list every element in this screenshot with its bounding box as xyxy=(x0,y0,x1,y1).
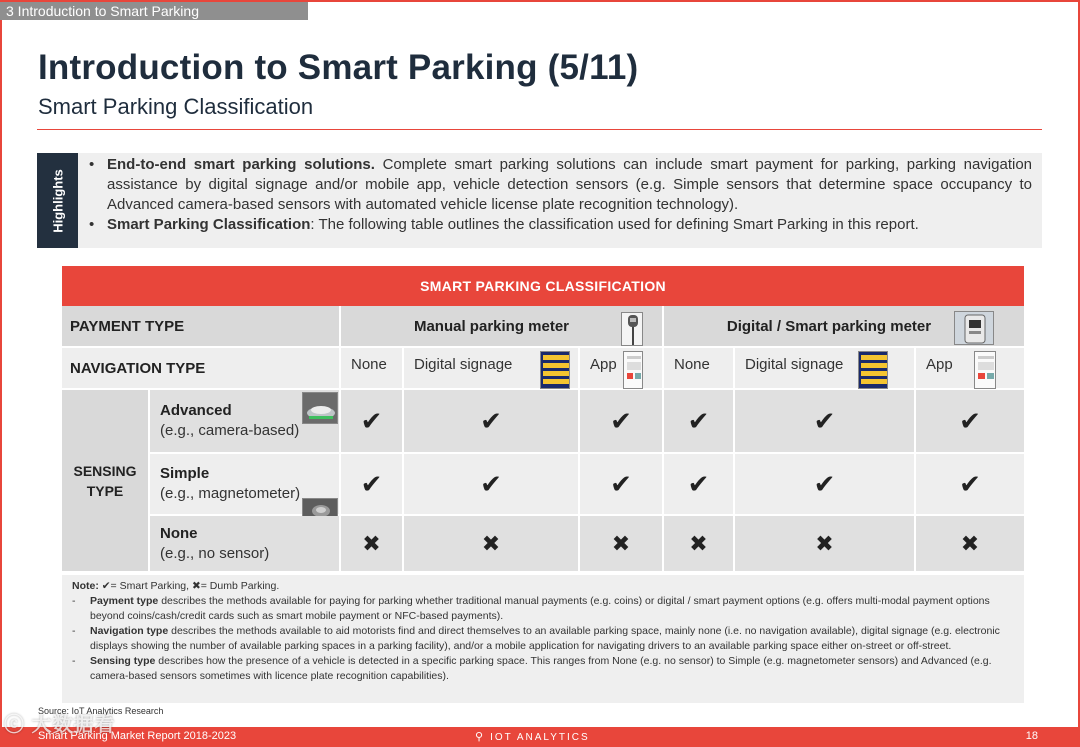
advanced-title: Advanced xyxy=(160,402,232,419)
highlights-text xyxy=(89,155,1032,235)
note-sensing-text: describes how the presence of a vehicle is detected in a specific parking space. This ranges from None (e.g. no sensor) to Simple (e.g. magnetometer sensors) and Advanced (e.g. camera-based sensors sometimes with licence plate recognition capabilities). xyxy=(90,655,992,682)
page-number: 18 xyxy=(1025,730,1038,742)
smart-meter-image xyxy=(954,311,994,345)
mark-check: ✔ xyxy=(664,454,735,516)
highlights-tab xyxy=(37,153,78,248)
highlights-tab-label: Highlights xyxy=(50,168,65,233)
mark-check: ✔ xyxy=(341,454,404,516)
highlight-item xyxy=(89,215,1032,235)
classification-table xyxy=(62,266,1024,573)
note-dash: - xyxy=(72,655,76,667)
mark-cross: ✖ xyxy=(580,516,664,573)
simple-subtitle: (e.g., magnetometer) xyxy=(160,485,301,502)
sensing-label-line1: SENSING xyxy=(73,462,137,479)
note-sensing xyxy=(72,654,1014,684)
mark-cross: ✖ xyxy=(404,516,580,573)
navigation-type-label: NAVIGATION TYPE xyxy=(62,348,341,390)
none-subtitle: (e.g., no sensor) xyxy=(160,544,270,562)
footer-report-title: Smart Parking Market Report 2018-2023 xyxy=(38,730,237,742)
sensing-none-label xyxy=(150,516,341,573)
app-image xyxy=(974,351,996,389)
simple-title: Simple xyxy=(160,465,210,482)
mark-check: ✔ xyxy=(580,454,664,516)
mark-cross: ✖ xyxy=(735,516,916,573)
app-image xyxy=(623,351,643,389)
nav-none-digital: None xyxy=(664,348,735,390)
note-navigation xyxy=(72,624,1014,654)
note-payment-bold: Payment type xyxy=(90,595,159,607)
mark-check: ✔ xyxy=(735,454,916,516)
mark-check: ✔ xyxy=(916,390,1024,454)
nav-signage-manual: Digital signage xyxy=(404,348,580,390)
nav-app-digital: App xyxy=(916,348,1024,390)
note-payment xyxy=(72,594,1014,624)
payment-manual-label: Manual parking meter xyxy=(413,317,570,335)
title-divider xyxy=(37,129,1042,130)
notes-box xyxy=(62,575,1024,703)
highlights-box xyxy=(37,153,1042,248)
footer-brand-text: IOT ANALYTICS xyxy=(490,732,590,743)
nav-none-manual: None xyxy=(341,348,404,390)
advanced-subtitle: (e.g., camera-based) xyxy=(160,422,300,439)
page-subtitle: Smart Parking Classification xyxy=(38,94,314,119)
sensing-label-line2: TYPE xyxy=(86,482,124,499)
payment-manual-header xyxy=(341,306,664,348)
nav-app-manual: App xyxy=(580,348,664,390)
highlight-item-bold: Smart Parking Classification xyxy=(107,216,311,233)
mark-check: ✔ xyxy=(404,454,580,516)
signage-image xyxy=(540,351,570,389)
none-title: None xyxy=(160,524,198,542)
note-sensing-bold: Sensing type xyxy=(90,655,156,667)
mark-check: ✔ xyxy=(404,390,580,454)
mark-check: ✔ xyxy=(580,390,664,454)
footer-bar xyxy=(0,727,1080,747)
highlight-item-text: Complete smart parking solutions can include smart payment for parking, parking navigation assistance by digital signage and/or mobile app, vehicle detection sensors (e.g. Simple sensors that determine space occupancy to Advanced camera-based sensors with automated vehicle license plate recognition technology). xyxy=(107,156,1032,213)
manual-meter-image xyxy=(621,312,643,346)
mark-check: ✔ xyxy=(735,390,916,454)
mark-check: ✔ xyxy=(916,454,1024,516)
payment-digital-label: Digital / Smart parking meter xyxy=(726,317,932,335)
note-payment-text: describes the methods available for paying for parking whether traditional manual payments (e.g. coins) or digital / smart payment options (e.g. offers multi-modal payment options beyond coins/cash/credit cards such as smart mobile payment or NFC-based payments). xyxy=(90,595,990,622)
footer-brand xyxy=(475,730,590,743)
payment-type-label: PAYMENT TYPE xyxy=(62,306,341,348)
note-navigation-text: describes the methods available to aid motorists find and direct themselves to an available parking space, mainly none (i.e. no navigation available), digital signage (e.g. electronic displays showing the number of available parking spaces in a parking facility), and/or a mobile application for navigating drivers to an available parking space either on-street or off-street. xyxy=(90,625,1000,652)
brand-logo-icon: ⚲ xyxy=(475,731,491,743)
signage-image xyxy=(858,351,888,389)
nav-signage-digital: Digital signage xyxy=(735,348,916,390)
page-title: Introduction to Smart Parking (5/11) xyxy=(38,48,639,87)
watermark: ⓒ 大数据看 xyxy=(4,714,116,736)
note-dash: - xyxy=(72,625,76,637)
table-header: SMART PARKING CLASSIFICATION xyxy=(62,266,1024,306)
highlight-item-text: : The following table outlines the classification used for defining Smart Parking in this report. xyxy=(310,216,919,233)
note-legend xyxy=(72,579,1014,594)
highlight-item xyxy=(89,155,1032,215)
mark-cross: ✖ xyxy=(664,516,735,573)
camera-sensor-image xyxy=(302,392,338,424)
table-grid xyxy=(62,306,1024,573)
note-navigation-bold: Navigation type xyxy=(90,625,169,637)
mark-check: ✔ xyxy=(341,390,404,454)
mark-cross: ✖ xyxy=(341,516,404,573)
sensing-type-label xyxy=(62,390,150,573)
note-dash: - xyxy=(72,595,76,607)
section-tag: 3 Introduction to Smart Parking xyxy=(0,2,308,20)
note-label: Note: xyxy=(72,580,99,592)
highlight-item-bold: End-to-end smart parking solutions. xyxy=(107,156,375,173)
mark-cross: ✖ xyxy=(916,516,1024,573)
mark-check: ✔ xyxy=(664,390,735,454)
note-text: ✔= Smart Parking, ✖= Dumb Parking. xyxy=(98,580,280,592)
source-note: Source: IoT Analytics Research xyxy=(38,706,164,716)
